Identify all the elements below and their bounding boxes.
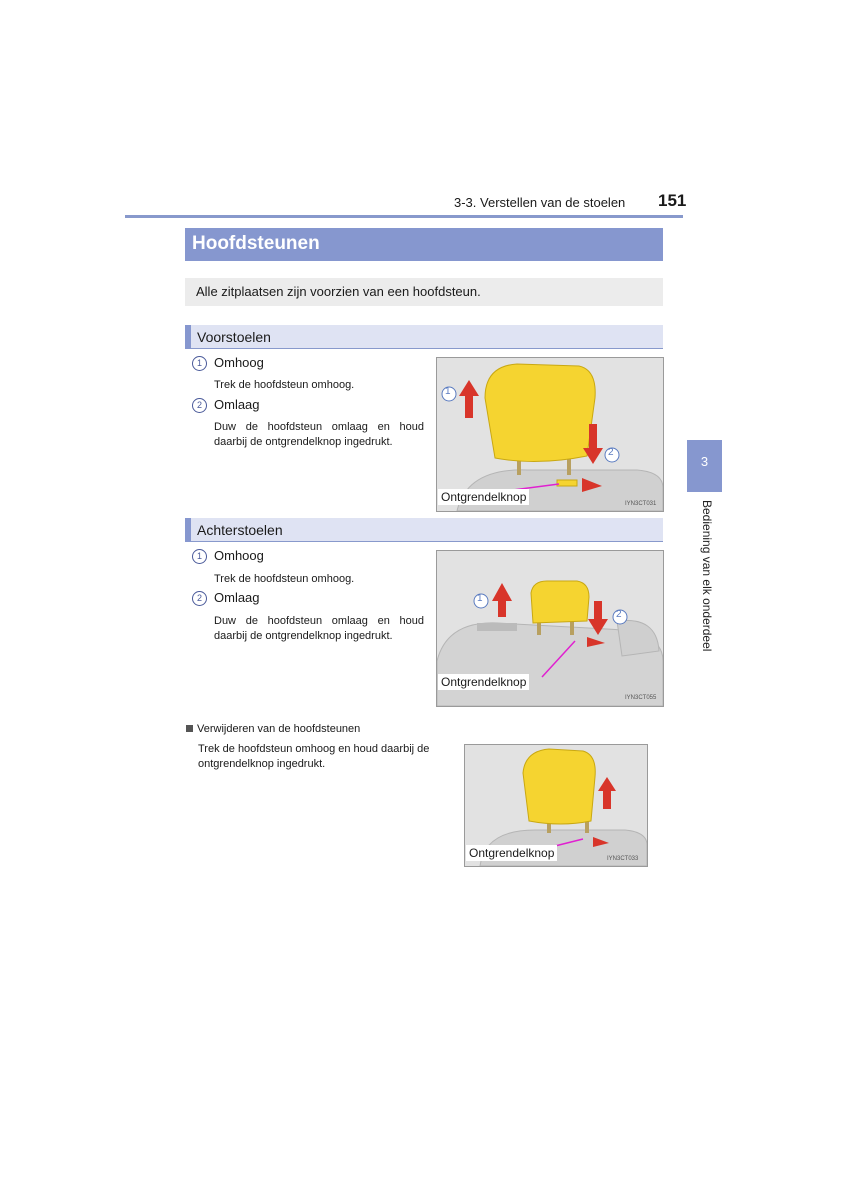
illustration-number-2: 2 (608, 447, 614, 458)
illustration-code: IYN3CT031 (625, 501, 657, 507)
illustration-number-2: 2 (616, 609, 622, 620)
chapter-number: 3 (700, 454, 709, 469)
rear-item-down-label: Omlaag (214, 590, 260, 605)
front-headrest-illustration (436, 357, 664, 512)
rear-seats-heading: Achterstoelen (197, 522, 283, 538)
illustration-number-1: 1 (477, 593, 483, 604)
step-number-2: 2 (192, 398, 207, 413)
rear-item-up-label: Omhoog (214, 548, 264, 563)
removal-illustration (464, 744, 648, 867)
page-number: 151 (658, 191, 687, 210)
rear-item-up-text: Trek de hoofdsteun omhoog. (214, 573, 355, 585)
step-number-1: 1 (192, 549, 207, 564)
release-button-callout: Ontgrendelknop (466, 845, 557, 861)
release-button-callout: Ontgrendelknop (438, 674, 529, 690)
release-button-callout: Ontgrendelknop (438, 489, 529, 505)
running-header-section: 3-3. Verstellen van de stoelen (454, 195, 626, 210)
rear-headrest-illustration (436, 550, 664, 707)
removal-heading-text: Verwijderen van de hoofdsteunen (197, 723, 361, 735)
page-title-bar (185, 228, 663, 261)
illustration-code: IYN3CT055 (625, 695, 657, 701)
rear-seats-heading-bar (185, 518, 663, 542)
step-number-2: 2 (192, 591, 207, 606)
step-number-1: 1 (192, 356, 207, 371)
front-item-down-label: Omlaag (214, 397, 260, 412)
illustration-number-1: 1 (445, 386, 451, 397)
front-item-up-text: Trek de hoofdsteun omhoog. (214, 379, 355, 391)
header-rule (125, 215, 683, 218)
front-seats-heading: Voorstoelen (197, 329, 271, 345)
chapter-tab (687, 440, 722, 492)
page-title: Hoofdsteunen (192, 233, 320, 254)
front-item-down-text: Duw de hoofdsteun omlaag en houd daarbij de ontgrendelknop ingedrukt. (214, 421, 424, 448)
intro-text: Alle zitplaatsen zijn voorzien van een hoofdsteun. (196, 284, 481, 299)
bullet-square-icon (186, 725, 193, 732)
chapter-tab-label: Bediening van elk onderdeel (700, 500, 714, 652)
illustration-code: IYN3CT033 (607, 856, 639, 862)
front-seats-heading-bar (185, 325, 663, 349)
removal-text: Trek de hoofdsteun omhoog en houd daarbij de ontgrendelknop ingedrukt. (198, 743, 430, 770)
front-item-up-label: Omhoog (214, 355, 264, 370)
intro-box (185, 278, 663, 306)
removal-heading (186, 723, 360, 735)
rear-item-down-text: Duw de hoofdsteun omlaag en houd daarbij de ontgrendelknop ingedrukt. (214, 615, 424, 642)
